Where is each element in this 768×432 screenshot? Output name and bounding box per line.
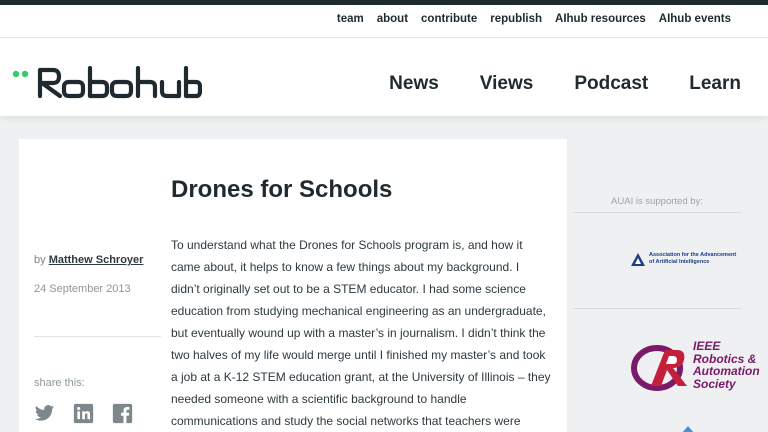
robohub-logo[interactable] — [12, 65, 202, 101]
ieee-text-line: Automation — [693, 364, 760, 378]
article-card — [19, 139, 567, 432]
body-line: To understand what the Drones for Schools program is, and how it — [171, 238, 523, 252]
utility-nav — [0, 5, 768, 37]
util-link-contribute[interactable]: contribute — [421, 13, 478, 25]
site-header — [0, 37, 768, 116]
article-body — [171, 234, 551, 432]
nav-podcast[interactable]: Podcast — [574, 73, 649, 94]
nav-learn[interactable]: Learn — [689, 73, 741, 94]
body-line: didn’t originally set out to be a STEM educator. I had some science — [171, 282, 526, 296]
aaai-logo[interactable] — [631, 252, 736, 266]
body-line: communications and study the social networks that teachers were — [171, 414, 521, 428]
facebook-icon[interactable] — [112, 403, 133, 424]
aaai-mark-icon — [631, 253, 645, 266]
util-link-aihub-events[interactable]: AIhub events — [658, 13, 731, 25]
aaai-text-line: Association for the Advancement — [649, 252, 737, 258]
sidebar-divider — [573, 308, 741, 309]
body-line: education from studying mechanical engineering as an undergraduate, — [171, 304, 546, 318]
body-line: came about, it helps to know a few things about my background. I — [171, 260, 520, 274]
article-title: Drones for Schools — [171, 176, 393, 203]
article-byline — [34, 254, 143, 266]
body-line: needed someone with a scientific background to handle — [171, 392, 467, 406]
ieee-text-line: Robotics & — [693, 351, 757, 366]
util-link-republish[interactable]: republish — [490, 13, 543, 25]
supported-by-label: AUAI is supported by: — [611, 196, 703, 207]
sidebar-divider — [573, 212, 741, 213]
twitter-icon[interactable] — [34, 403, 55, 424]
sidebar — [573, 190, 768, 432]
main-nav — [389, 73, 741, 95]
ieee-ras-logo[interactable] — [631, 338, 768, 394]
nav-news[interactable]: News — [389, 73, 439, 94]
ieee-ras-mark-icon — [631, 338, 691, 394]
share-icons — [34, 403, 133, 424]
aaai-text-line: of Artificial Intelligence — [649, 259, 710, 265]
body-line: a job at a K-12 STEM education grant, at the University of Illinois – they — [171, 370, 551, 384]
ieee-text-line: Society — [693, 376, 736, 391]
author-link[interactable]: Matthew Schroyer — [48, 254, 144, 266]
byline-prefix: by — [34, 254, 46, 266]
util-link-team[interactable]: team — [336, 13, 364, 25]
linkedin-icon[interactable] — [73, 403, 94, 424]
body-line: but eventually wound up with a master’s in journalism. I didn’t think the — [171, 326, 546, 340]
nav-views[interactable]: Views — [479, 73, 534, 94]
share-label: share this: — [34, 377, 85, 389]
util-link-about[interactable]: about — [376, 13, 409, 25]
meta-divider — [34, 336, 161, 337]
sponsor-logo-partial-icon — [681, 426, 695, 432]
article-date: 24 September 2013 — [34, 283, 131, 295]
util-link-aihub-resources[interactable]: AIhub resources — [555, 13, 646, 25]
ieee-text-line: IEEE — [693, 339, 721, 353]
body-line: two halves of my life would merge until I finished my master’s and took — [171, 348, 546, 362]
